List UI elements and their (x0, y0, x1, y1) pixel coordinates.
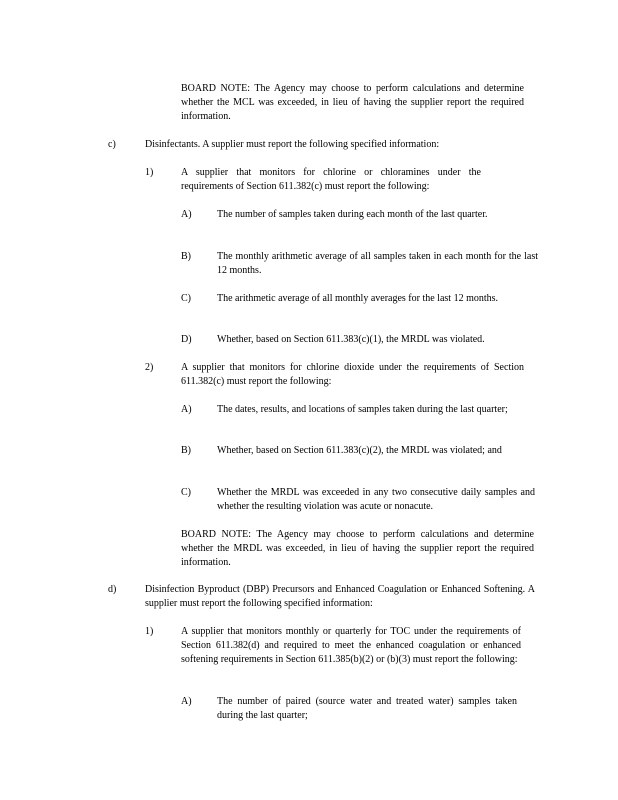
c-item2-B-text: Whether, based on Section 611.383(c)(2), the MRDL was violated; and (217, 445, 502, 456)
board-note-mrdl: BOARD NOTE: The Agency may choose to perform calculations and determine whether the MRDL was exceeded, in lieu of having the supplier report the required information. (181, 529, 534, 568)
c-item2-label: 2) (145, 362, 154, 373)
c-item2-B-label: B) (181, 445, 191, 456)
c-item1-D-label: D) (181, 334, 192, 345)
c-item1-B-text: The monthly arithmetic average of all samples taken in each month for the last 12 months. (217, 251, 538, 276)
c-item1-C-label: C) (181, 293, 191, 304)
section-c-label: c) (108, 139, 116, 150)
section-d-label: d) (108, 584, 117, 595)
section-d-text: Disinfection Byproduct (DBP) Precursors and Enhanced Coagulation or Enhanced Softening. A supplier must report the following specified information: (145, 584, 535, 609)
c-item1-label: 1) (145, 167, 154, 178)
c-item2-A-text: The dates, results, and locations of samples taken during the last quarter; (217, 404, 508, 415)
c-item1-text: A supplier that monitors for chlorine or chloramines under the requirements of Section 611.382(c) must report the following: (181, 167, 481, 192)
board-note-mcl: BOARD NOTE: The Agency may choose to perform calculations and determine whether the MCL was exceeded, in lieu of having the supplier report the required information. (181, 83, 524, 122)
c-item1-D-text: Whether, based on Section 611.383(c)(1), the MRDL was violated. (217, 334, 485, 345)
c-item2-text: A supplier that monitors for chlorine dioxide under the requirements of Section 611.382(c) must report the following: (181, 362, 524, 387)
c-item1-B-label: B) (181, 251, 191, 262)
c-item1-A-text: The number of samples taken during each month of the last quarter. (217, 209, 488, 220)
section-c-text: Disinfectants. A supplier must report the following specified information: (145, 139, 440, 150)
d-item1-text: A supplier that monitors monthly or quarterly for TOC under the requirements of Section 611.382(d) and required to meet the enhanced coagulation or enhanced softening requirements in Section 611.385(b)(2) or (b)(3) must report the following: (181, 626, 521, 665)
d-item1-A-text: The number of paired (source water and treated water) samples taken during the last quarter; (217, 696, 517, 721)
d-item1-A-label: A) (181, 696, 192, 707)
c-item2-A-label: A) (181, 404, 192, 415)
c-item1-A-label: A) (181, 209, 192, 220)
d-item1-label: 1) (145, 626, 154, 637)
c-item1-C-text: The arithmetic average of all monthly averages for the last 12 months. (217, 293, 499, 304)
c-item2-C-text: Whether the MRDL was exceeded in any two consecutive daily samples and whether the resulting violation was acute or nonacute. (217, 487, 535, 512)
c-item2-C-label: C) (181, 487, 191, 498)
